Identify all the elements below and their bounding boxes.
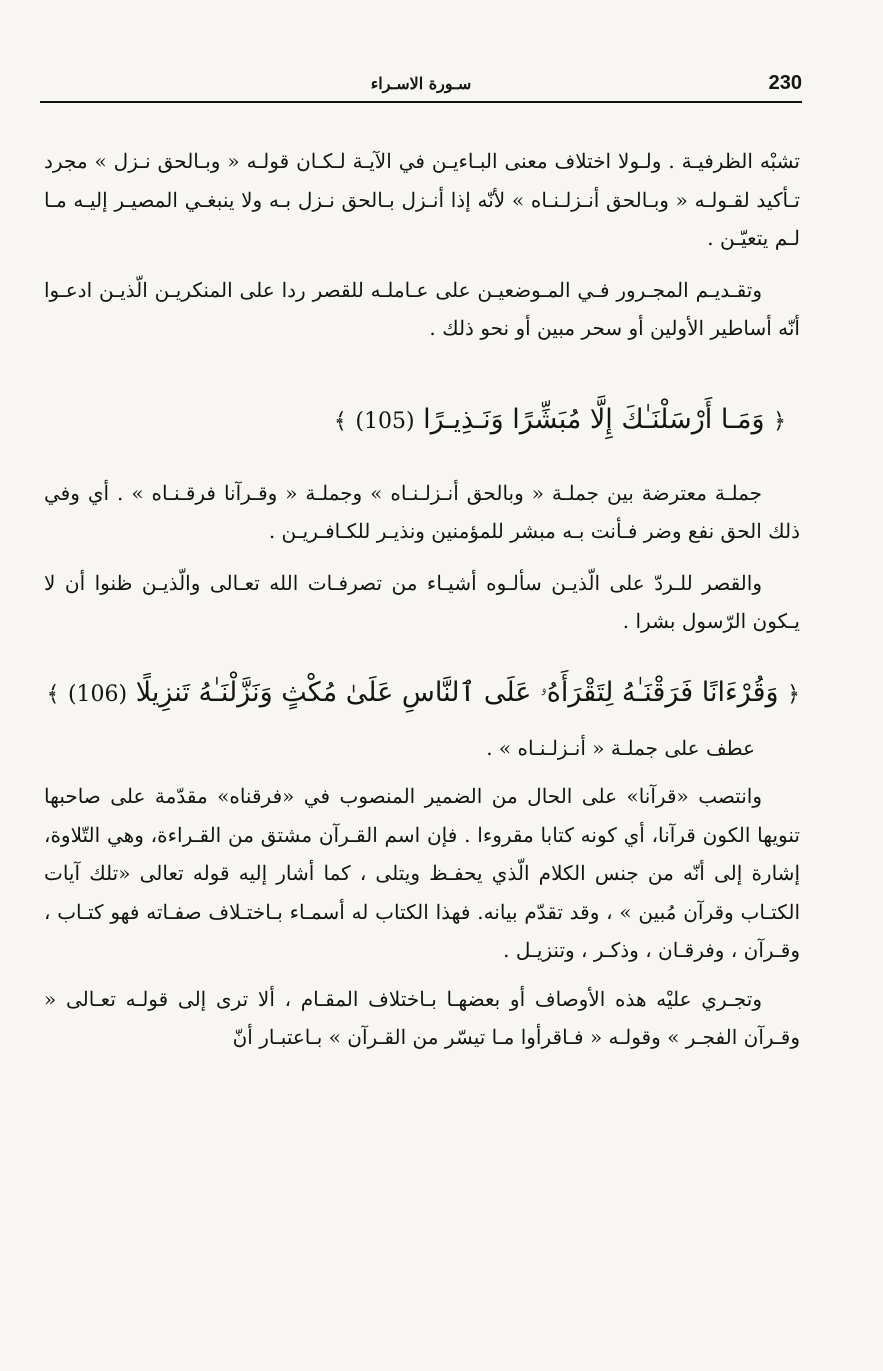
- page-number: 230: [768, 72, 802, 94]
- paragraph: وتقـديـم المجـرور فـي المـوضعيـن على عـاملـه للقصر ردا على المنكريـن الّذيـن ادعـوا أنّه أساطير الأولين أو سحر مبين أو نحو ذلك .: [44, 277, 800, 340]
- surah-title: سـورة الاسـراء: [370, 74, 472, 93]
- page-body: [44, 142, 800, 1057]
- verse-text: وَمَـا أَرْسَلْنَـٰكَ إِلَّا مُبَشِّرًا وَنَـذِيـرًا: [423, 403, 765, 435]
- verse-open-ornament: ﴿: [773, 408, 786, 434]
- paragraph: عطف على جملـة « أنـزلـنـاه » .: [486, 735, 755, 760]
- paragraph: وانتصب «قرآنا» على الحال من الضمير المنصوب في «فرقناه» مقدّمة على صاحبها تنويها الكون قرآنا، أي كونه كتابا مقروءا . فإن اسم القـرآن مشتق من القـراءة، وهي التّلاوة، إشارة إلى أنّه من جنس الكلام الّذي يحفـظ ويتلى ، كما أشار إليه قوله تعالى «تلك آيات الكتـاب وقرآن مُبين » ، وقد تقدّم بيانه. فهذا الكتاب له أسمـاء بـاختـلاف صفـاته فهو كتـاب ، وقـرآن ، وفرقـان ، وذكـر ، وتنزيـل .: [44, 784, 800, 962]
- verse-close-ornament: ﴾: [333, 408, 347, 434]
- header-rule: [40, 101, 802, 103]
- paragraph: جملـة معترضة بين جملـة « وبالحق أنـزلـنـاه » وجملـة « وقـرآنا فرقـنـاه » . أي وفي ذلك الحق نفع وضر فـأنت بـه مبشر للمؤمنين ونذيـر للكـافـريـن .: [44, 480, 800, 543]
- verse-number: (105): [355, 408, 415, 434]
- verse-text: وَقُرْءَانًا فَرَقْنَـٰهُ لِتَقْرَأَهُۥ عَلَى ٱلنَّاسِ عَلَىٰ مُكْثٍ وَنَزَّلْنَـٰهُ تَنزِيلًا: [135, 676, 779, 708]
- quran-verse-106: [44, 661, 800, 727]
- page-header: [40, 70, 802, 102]
- paragraph: والقصر للـردّ على الّذيـن سألـوه أشيـاء من تصرفـات الله تعـالى والّذيـن ظنوا أن لا يـكون الرّسول بشرا .: [44, 570, 800, 633]
- paragraph: وتجـري عليْه هذه الأوصاف أو بعضهـا بـاختلاف المقـام ، ألا ترى إلى قولـه تعـالى « وقـرآن الفجـر » وقولـه « فـاقرأوا مـا تيسّر من القـرآن » بـاعتبـار أنّ: [44, 986, 800, 1049]
- verse-number: (106): [67, 681, 128, 707]
- paragraph: تشبْه الظرفيـة . ولـولا اختلاف معنى البـاءيـن في الآيـة لـكـان قولـه « وبـالحق نـزل » مجرد تـأكيد لقـولـه « وبـالحق أنـزلـنـاه » لأنّه إذا أنـزل بـالحق نـزل بـه ولا ينبغـي المصيـر إليـه مـا لـم يتعيّـن .: [44, 149, 800, 250]
- quran-verse-105: [44, 388, 800, 454]
- verse-close-ornament: ﴾: [46, 681, 60, 707]
- verse-open-ornament: ﴿: [787, 681, 800, 707]
